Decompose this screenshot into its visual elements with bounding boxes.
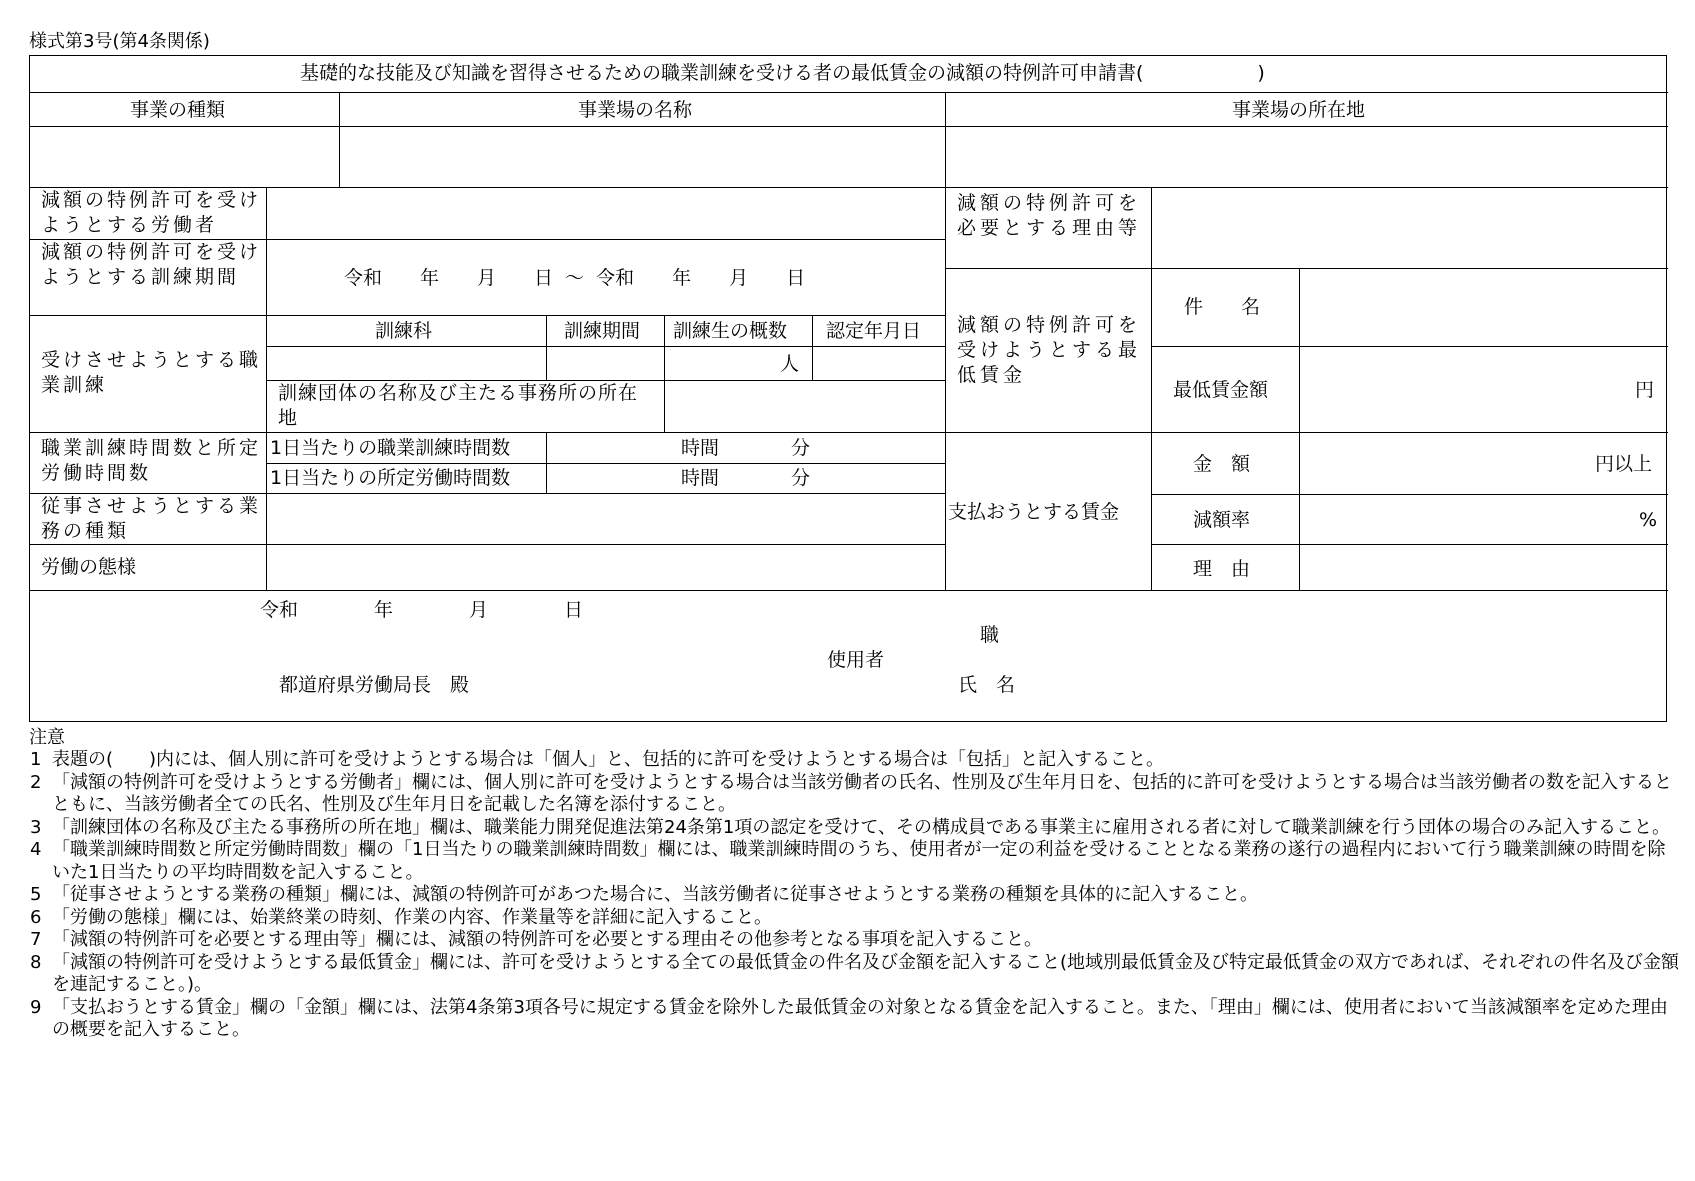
note-item: 8 「減額の特例許可を受けようとする最低賃金」欄には、許可を受けようとする全ての最低賃金の件名及び金額を記入すること(地域別最低賃金及び特定最低賃金の双方であれば、それぞれの件名及び金額を連記すること。)。	[30, 951, 1680, 995]
case-name-label: 件 名	[1184, 296, 1261, 318]
note-item: 2 「減額の特例許可を受けようとする労働者」欄には、個人別に許可を受けようとする場合は当該労働者の氏名、性別及び生年月日を、包括的に許可を受けようとする場合は当該労働者の数を記入するとともに、当該労働者全ての氏名、性別及び生年月日を記載した名簿を添付すること。	[30, 771, 1672, 815]
reason-sub-field[interactable]	[1301, 546, 1666, 588]
min-wage-label: 減額の特例許可を受けようとする最低賃金	[957, 314, 1142, 386]
divider	[945, 268, 1668, 269]
rate-label: 減額率	[1193, 509, 1251, 531]
divider	[1299, 268, 1300, 590]
divider	[546, 432, 547, 493]
divider	[29, 92, 1668, 93]
divider	[1151, 346, 1668, 347]
divider	[1151, 494, 1668, 495]
note-item: 5 「従事させようとする業務の種類」欄には、減額の特例許可があつた場合に、当該労働者に従事させようとする業務の種類を具体的に記入すること。	[30, 884, 1258, 905]
divider	[945, 92, 946, 187]
hours-training-label: 1日当たりの職業訓練時間数	[270, 437, 511, 459]
workplace-address-field[interactable]	[947, 128, 1666, 185]
period-label: 減額の特例許可を受けようとする訓練期間	[41, 241, 262, 288]
note-item: 1 表題の( )内には、個人別に許可を受けようとする場合は「個人」と、包括的に許可を受けようとする場合は「包括」と記入すること。	[30, 749, 1165, 770]
header-workplace-address: 事業場の所在地	[1232, 99, 1366, 121]
divider	[29, 590, 1668, 591]
header-business-type: 事業の種類	[130, 99, 226, 121]
divider	[266, 463, 945, 464]
divider	[266, 346, 945, 347]
form-number: 様式第3号(第4条関係)	[29, 31, 210, 52]
minutes-unit[interactable]: 分	[791, 467, 811, 489]
pay-label: 支払おうとする賃金	[948, 501, 1120, 523]
divider	[266, 187, 267, 590]
divider	[29, 432, 945, 433]
work-mode-field[interactable]	[268, 546, 943, 588]
divider	[664, 315, 665, 432]
workplace-name-field[interactable]	[341, 128, 943, 185]
worker-label: 減額の特例許可を受けようとする労働者	[41, 189, 262, 236]
divider	[29, 315, 945, 316]
col-certified-date: 認定年月日	[826, 320, 922, 342]
divider	[29, 544, 945, 545]
org-label: 訓練団体の名称及び主たる事務所の所在地	[278, 382, 639, 429]
hours-label: 職業訓練時間数と所定労働時間数	[41, 437, 262, 484]
trainee-unit[interactable]: 人	[780, 353, 800, 375]
application-date[interactable]: 令和 年 月 日	[260, 599, 584, 621]
notes-list	[30, 749, 1680, 1042]
divider	[945, 187, 946, 590]
divider	[1151, 187, 1152, 590]
rate-unit[interactable]: %	[1639, 509, 1658, 531]
divider	[945, 432, 1668, 433]
amount-unit[interactable]: 円以上	[1595, 453, 1653, 475]
addressee: 都道府県労働局長 殿	[279, 674, 470, 696]
hours-unit[interactable]: 時間	[681, 467, 720, 489]
reason-field[interactable]	[1153, 189, 1666, 266]
divider	[812, 315, 813, 380]
business-type-field[interactable]	[31, 128, 337, 185]
work-mode-label: 労働の態様	[41, 556, 137, 578]
col-training-period: 訓練期間	[564, 320, 641, 342]
case-name-field[interactable]	[1301, 270, 1666, 344]
employer-name-field[interactable]: 氏 名	[958, 674, 1016, 696]
yen-unit[interactable]: 円	[1635, 379, 1655, 401]
divider	[29, 187, 1668, 188]
period-value[interactable]: 令和 年 月 日 ～ 令和 年 月 日	[344, 267, 806, 289]
reason-sub-label: 理 由	[1193, 558, 1251, 580]
training-period-field[interactable]	[548, 348, 662, 378]
duty-label: 従事させようとする業務の種類	[41, 495, 262, 542]
header-workplace-name: 事業場の名称	[578, 99, 693, 121]
employer-title-field[interactable]: 職	[980, 624, 1000, 646]
divider	[339, 92, 340, 187]
minutes-unit[interactable]: 分	[791, 437, 811, 459]
notes-heading: 注意	[29, 727, 65, 748]
col-trainee-count: 訓練生の概数	[673, 320, 788, 342]
col-training-course: 訓練科	[375, 320, 433, 342]
form-title: 基礎的な技能及び知識を習得させるための職業訓練を受ける者の最低賃金の減額の特例許可申請書( )	[300, 62, 1265, 84]
hours-work-label: 1日当たりの所定労働時間数	[270, 467, 511, 489]
note-item: 3 「訓練団体の名称及び主たる事務所の所在地」欄は、職業能力開発促進法第24条第1項の認定を受けて、その構成員である事業主に雇用される者に対して職業訓練を行う団体の場合のみ記入すること。	[30, 816, 1670, 838]
note-item: 7 「減額の特例許可を必要とする理由等」欄には、減額の特例許可を必要とする理由その他参考となる事項を記入すること。	[30, 929, 1042, 950]
duty-field[interactable]	[268, 495, 943, 542]
divider	[29, 126, 1668, 127]
min-wage-amount-label: 最低賃金額	[1173, 379, 1269, 401]
reason-label: 減額の特例許可を必要とする理由等	[957, 192, 1142, 239]
divider	[1151, 544, 1668, 545]
note-item: 4 「職業訓練時間数と所定労働時間数」欄の「1日当たりの職業訓練時間数」欄には、職業訓練時間のうち、使用者が一定の利益を受けることとなる業務の遂行の過程内において行う職業訓練の時間を除いた1日当たりの平均時間数を記入すること。	[30, 839, 1666, 883]
training-course-field[interactable]	[268, 348, 544, 378]
employer-label: 使用者	[827, 649, 885, 671]
training-label: 受けさせようとする職業訓練	[41, 349, 262, 396]
certified-date-field[interactable]	[814, 348, 943, 378]
worker-field[interactable]	[268, 189, 943, 237]
amount-label: 金 額	[1193, 453, 1251, 475]
note-item: 9 「支払おうとする賃金」欄の「金額」欄には、法第4条第3項各号に規定する賃金を除外した最低賃金の対象となる賃金を記入すること。また、「理由」欄には、使用者において当該減額率を定めた理由の概要を記入すること。	[30, 996, 1668, 1040]
hours-unit[interactable]: 時間	[681, 437, 720, 459]
divider	[546, 315, 547, 380]
note-item: 6 「労働の態様」欄には、始業終業の時刻、作業の内容、作業量等を詳細に記入すること。	[30, 906, 772, 928]
org-field[interactable]	[666, 382, 943, 430]
